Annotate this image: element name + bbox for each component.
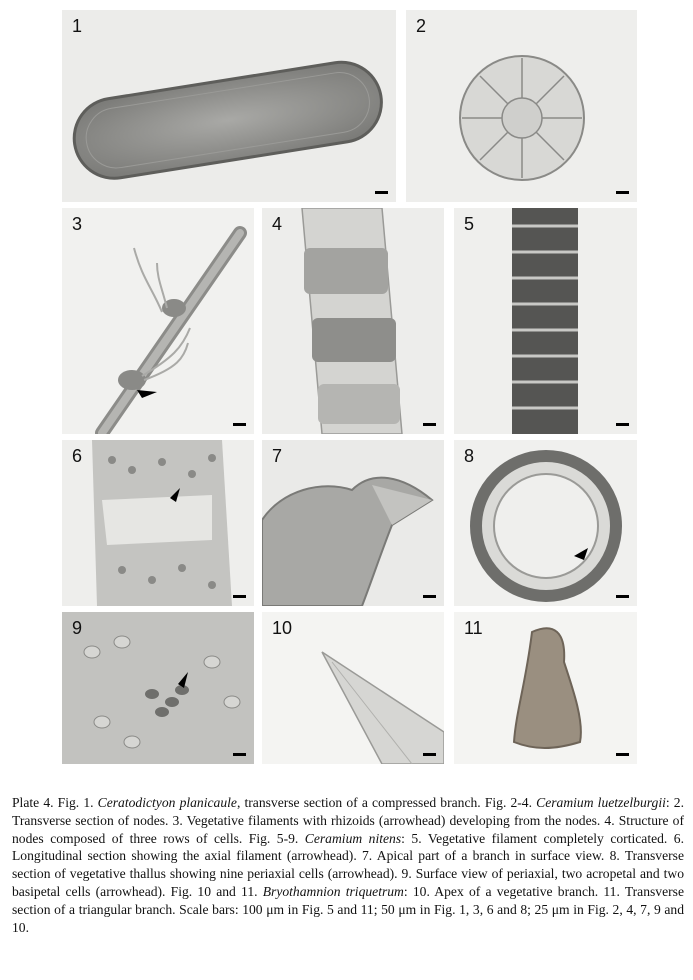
scale-bar xyxy=(423,595,436,598)
scale-bar xyxy=(423,753,436,756)
caption-text: Plate 4. Fig. 1. xyxy=(12,795,98,810)
panel-label-10: 10 xyxy=(272,618,293,638)
panel-label-11: 11 xyxy=(464,618,483,638)
panel-label-1: 1 xyxy=(72,16,83,36)
scale-bar xyxy=(616,753,629,756)
figure-panel-11 xyxy=(454,612,637,764)
figure-panel-5 xyxy=(454,208,637,434)
panel-label-2: 2 xyxy=(416,16,427,36)
figure-panel-7 xyxy=(262,440,444,606)
figure-panel-8 xyxy=(454,440,637,606)
panel-label-5: 5 xyxy=(464,214,475,234)
scale-bar xyxy=(233,753,246,756)
figure-panel-10 xyxy=(262,612,444,764)
figure-panel-2 xyxy=(406,10,637,202)
figure-panel-1 xyxy=(62,10,396,202)
caption-text: : 5. Vegetative filament completely corticated. 6. Longitudinal section showing the axial filament (arrowhead). 7. Apical part of a branch in surface view. 8. Transverse section of vegetative thallus showing nine periaxial cells (arrowhead). 9. Surface view of periaxial, two acropetal and two basipetal cells (arrowhead). Fig. 10 and 11. xyxy=(12,830,684,899)
panel-label-6: 6 xyxy=(72,446,83,466)
panel-label-3: 3 xyxy=(72,214,83,234)
species-name: Ceratodictyon planicaule xyxy=(97,795,237,810)
branch-apex-surface-image xyxy=(262,440,444,606)
scale-bar xyxy=(233,423,246,426)
node-transverse-section-image xyxy=(406,10,637,202)
caption-text: : 2. Transverse section of nodes. 3. Vegetative filaments with rhizoids (arrowhead) developing from the nodes. 4. Structure of nodes composed of three rows of cells. Fig. 5-9. xyxy=(12,795,684,846)
scale-bar xyxy=(616,191,629,194)
species-name: Ceramium nitens xyxy=(304,830,402,846)
figure-panel-9 xyxy=(62,612,254,764)
figure-caption xyxy=(12,794,684,936)
panel-label-4: 4 xyxy=(272,214,283,234)
node-structure-image xyxy=(262,208,444,434)
panel-label-7: 7 xyxy=(272,446,283,466)
scale-bar xyxy=(423,423,436,426)
scale-bar xyxy=(616,595,629,598)
axial-filament-section-image xyxy=(62,440,254,606)
figure-panel-6 xyxy=(62,440,254,606)
corticated-filament-image xyxy=(454,208,637,434)
caption-text: : 10. Apex of a vegetative branch. 11. Transverse section of a triangular branch. Scale bars: 100 μm in Fig. 5 and 11; 50 μm in Fig. 1, 3, 6 and 8; 25 μm in Fig. 2, 4, 7, 9 and 10. xyxy=(12,883,684,935)
panel-label-9: 9 xyxy=(72,618,83,638)
periaxial-surface-view-image xyxy=(62,612,254,764)
compressed-branch-section-image xyxy=(62,10,396,202)
scale-bar xyxy=(616,423,629,426)
panel-label-8: 8 xyxy=(464,446,475,466)
species-name: Ceramium luetzelburgii xyxy=(536,795,666,810)
scale-bar xyxy=(375,191,388,194)
periaxial-cells-section-image xyxy=(454,440,637,606)
scale-bar xyxy=(233,595,246,598)
figure-panel-4 xyxy=(262,208,444,434)
species-name: Bryothamnion triquetrum xyxy=(262,883,404,899)
caption-text: , transverse section of a compressed branch. Fig. 2-4. xyxy=(236,795,537,810)
figure-panel-3 xyxy=(62,208,254,434)
rhizoid-filament-image xyxy=(62,208,254,434)
